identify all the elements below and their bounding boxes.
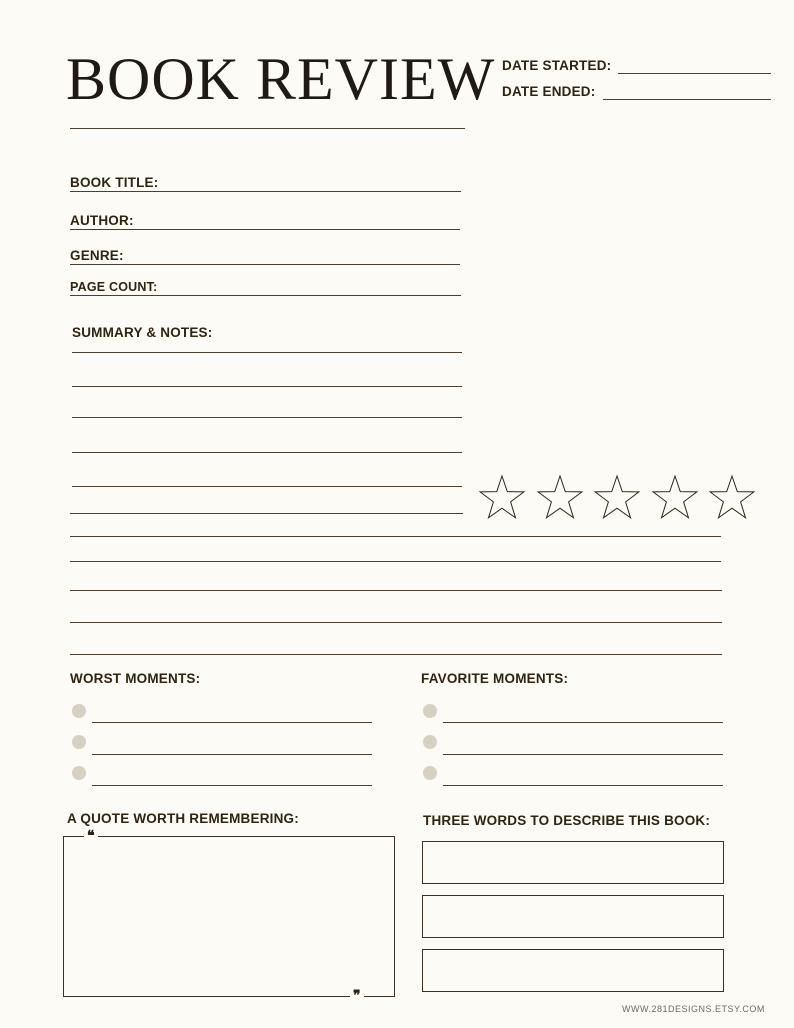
book-title-field[interactable]: [70, 191, 461, 192]
footer-credit: WWW.281DESIGNS.ETSY.COM: [622, 1004, 765, 1014]
worst-moment-line[interactable]: [92, 754, 372, 755]
bullet-icon: [72, 704, 86, 718]
open-quote-icon: ❝: [84, 830, 98, 842]
summary-line[interactable]: [70, 622, 722, 623]
quote-box[interactable]: [63, 836, 395, 997]
summary-line[interactable]: [72, 386, 462, 387]
favorite-moment-line[interactable]: [443, 785, 723, 786]
page-count-field[interactable]: [70, 295, 461, 296]
bullet-icon: [423, 735, 437, 749]
date-started-label: DATE STARTED:: [502, 58, 612, 73]
summary-line[interactable]: [72, 352, 462, 353]
page-count-label: PAGE COUNT:: [70, 280, 158, 294]
word-box-3[interactable]: [422, 949, 724, 992]
summary-line[interactable]: [70, 590, 722, 591]
date-ended-label: DATE ENDED:: [502, 84, 596, 99]
summary-line[interactable]: [72, 452, 462, 453]
bullet-icon: [423, 766, 437, 780]
author-field[interactable]: [70, 229, 460, 230]
bullet-icon: [72, 735, 86, 749]
close-quote-icon: ❞: [350, 990, 364, 1002]
worst-moment-line[interactable]: [92, 722, 372, 723]
worst-moment-line[interactable]: [92, 785, 372, 786]
favorite-moment-line[interactable]: [443, 722, 723, 723]
three-words-label: THREE WORDS TO DESCRIBE THIS BOOK:: [423, 813, 711, 828]
favorite-moment-line[interactable]: [443, 754, 723, 755]
star-icon[interactable]: [651, 474, 699, 520]
quote-label: A QUOTE WORTH REMEMBERING:: [67, 811, 299, 826]
title-underline: [70, 128, 465, 129]
summary-line[interactable]: [72, 486, 462, 487]
summary-line[interactable]: [72, 417, 462, 418]
summary-line[interactable]: [70, 536, 721, 537]
star-icon[interactable]: [708, 474, 756, 520]
word-box-1[interactable]: [422, 841, 724, 884]
author-label: AUTHOR:: [70, 213, 134, 228]
star-icon[interactable]: [536, 474, 584, 520]
bullet-icon: [72, 766, 86, 780]
date-ended-field[interactable]: [603, 99, 771, 100]
star-icon[interactable]: [478, 474, 526, 520]
star-icon[interactable]: [593, 474, 641, 520]
summary-notes-label: SUMMARY & NOTES:: [72, 325, 213, 340]
date-started-field[interactable]: [618, 73, 771, 74]
summary-line[interactable]: [70, 654, 722, 655]
word-box-2[interactable]: [422, 895, 724, 938]
star-rating: [478, 474, 758, 522]
bullet-icon: [423, 704, 437, 718]
book-title-label: BOOK TITLE:: [70, 175, 159, 190]
summary-line[interactable]: [70, 561, 721, 562]
genre-field[interactable]: [70, 264, 460, 265]
page-title: BOOK REVIEW: [66, 46, 496, 112]
summary-line[interactable]: [70, 513, 463, 514]
favorite-moments-label: FAVORITE MOMENTS:: [421, 671, 569, 686]
worst-moments-label: WORST MOMENTS:: [70, 671, 201, 686]
genre-label: GENRE:: [70, 248, 124, 263]
